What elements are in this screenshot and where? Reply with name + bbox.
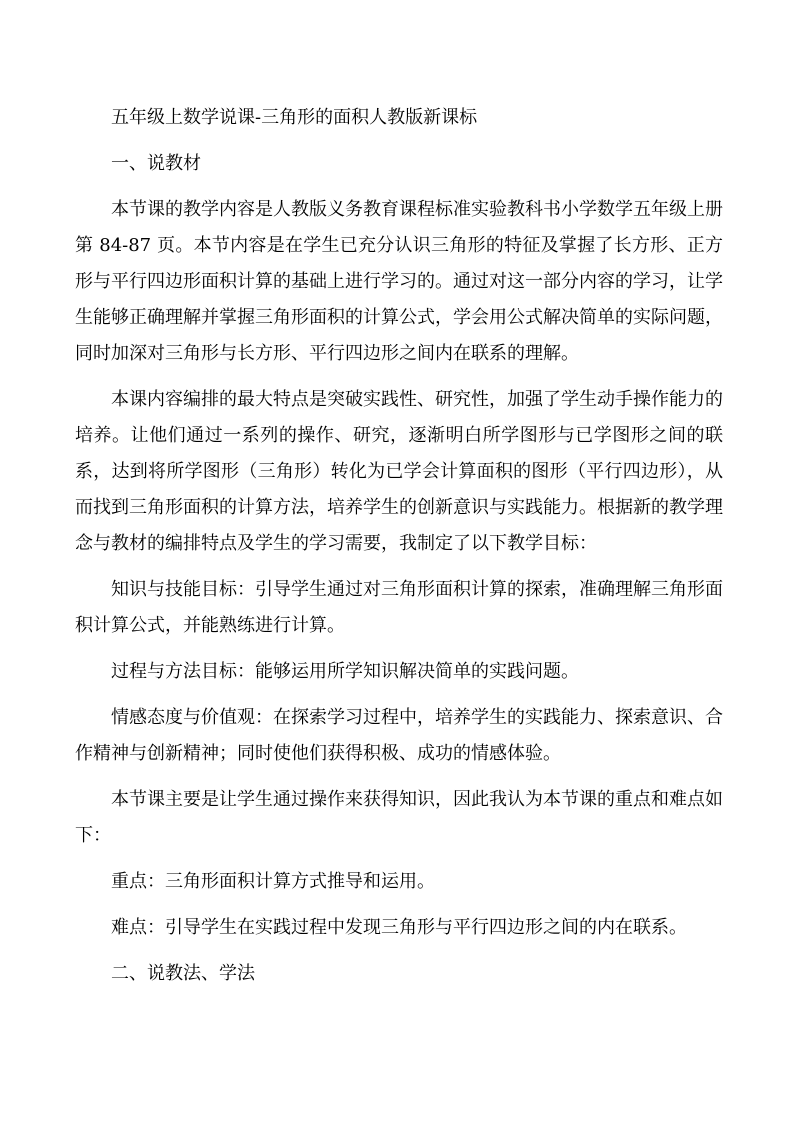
paragraph: 本节课主要是让学生通过操作来获得知识，因此我认为本节课的重点和难点如下： bbox=[75, 789, 723, 846]
paragraph: 重点：三角形面积计算方式推导和运用。 bbox=[111, 871, 435, 892]
paragraph: 过程与方法目标：能够运用所学知识解决简单的实践问题。 bbox=[111, 661, 579, 682]
paragraph: 知识与技能目标：引导学生通过对三角形面积计算的探索，准确理解三角形面积计算公式，并能熟练进行计算。 bbox=[75, 579, 723, 636]
section-heading-1: 一、说教材 bbox=[111, 153, 201, 174]
paragraph: 情感态度与价值观：在探索学习过程中，培养学生的实践能力、探索意识、合作精神与创新精神；同时使他们获得积极、成功的情感体验。 bbox=[75, 707, 723, 764]
paragraph: 难点：引导学生在实践过程中发现三角形与平行四边形之间的内在联系。 bbox=[111, 917, 687, 938]
paragraph: 本课内容编排的最大特点是突破实践性、研究性，加强了学生动手操作能力的培养。让他们通过一系列的操作、研究，逐渐明白所学图形与已学图形之间的联系，达到将所学图形（三角形）转化为已学会计算面积的图形（平行四边形），从而找到三角形面积的计算方法，培养学生的创新意识与实践能力。根据新的教学理念与教材的编排特点及学生的学习需要，我制定了以下教学目标： bbox=[75, 389, 723, 554]
section-heading-2: 二、说教法、学法 bbox=[111, 963, 255, 984]
document-body bbox=[75, 100, 723, 1002]
document-title: 五年级上数学说课-三角形的面积人教版新课标 bbox=[111, 107, 478, 128]
paragraph: 本节课的教学内容是人教版义务教育课程标准实验教科书小学数学五年级上册第 84-87 页。本节内容是在学生已充分认识三角形的特征及掌握了长方形、正方形与平行四边形面积计算的基础上进行学习的。通过对这一部分内容的学习，让学生能够正确理解并掌握三角形面积的计算公式，学会用公式解决简单的实际问题，同时加深对三角形与长方形、平行四边形之间内在联系的理解。 bbox=[75, 199, 723, 364]
